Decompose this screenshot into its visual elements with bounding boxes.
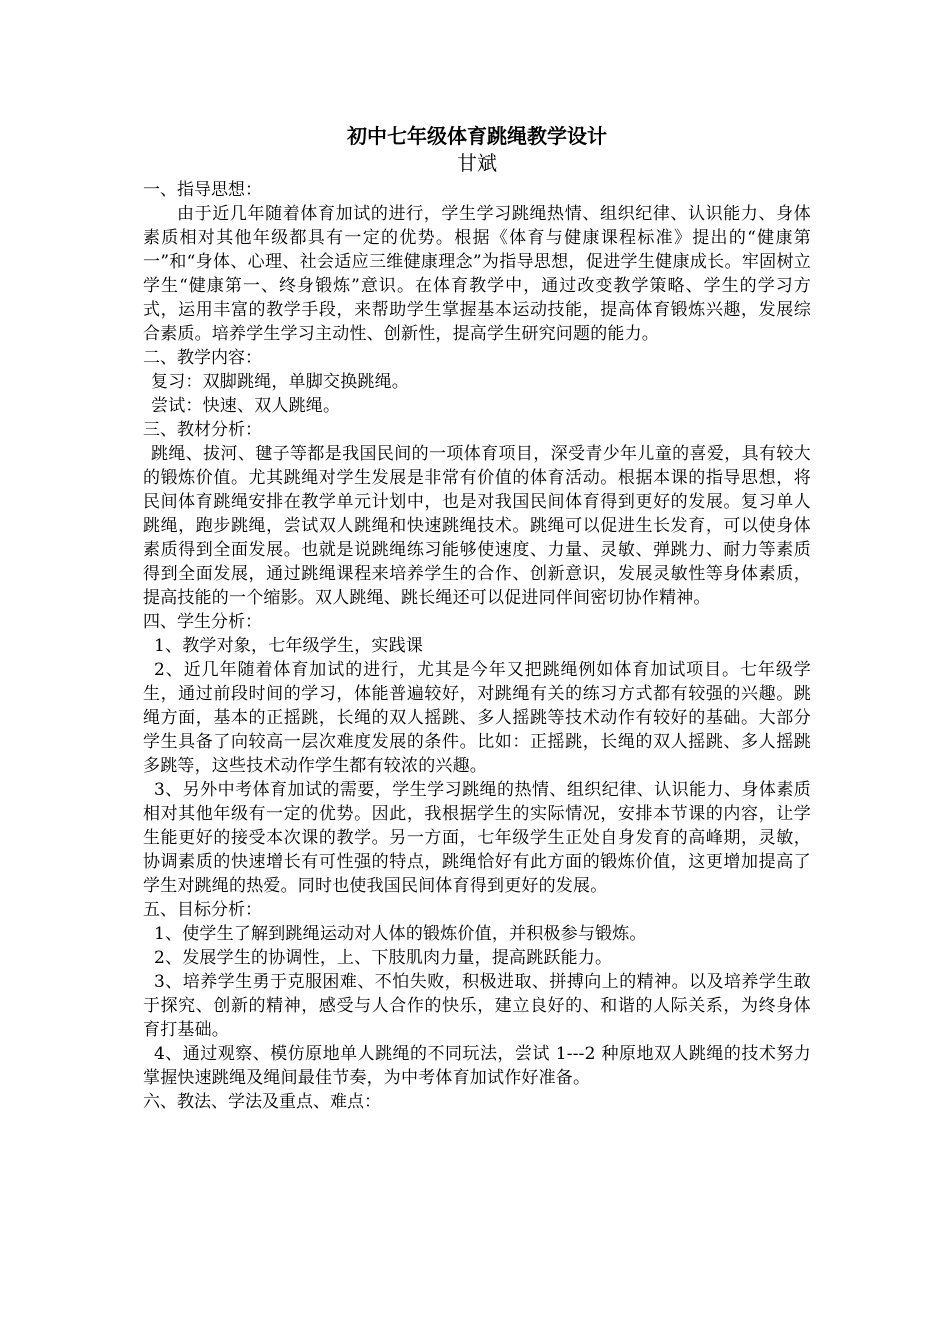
paragraph-goal-4: 4、通过观察、模仿原地单人跳绳的不同玩法，尝试 1---2 种原地双人跳绳的技术努力掌握快速跳绳及绳间最佳节奏，为中考体育加试作好准备。 [143, 1044, 811, 1088]
paragraph-review: 复习：双脚跳绳，单脚交换跳绳。 [151, 372, 409, 392]
paragraph-student-analysis-1: 1、教学对象，七年级学生，实践课 [154, 636, 424, 656]
section-heading-student-analysis: 四、学生分析： [143, 612, 262, 632]
paragraph-material-analysis: 跳绳、拔河、毽子等都是我国民间的一项体育项目，深受青少年儿童的喜爱，具有较大的锻炼价值。尤其跳绳对学生发展是非常有价值的体育活动。根据本课的指导思想，将民间体育跳绳安排在教学单元计划中，也是对我国民间体育得到更好的发展。复习单人跳绳，跑步跳绳，尝试双人跳绳和快速跳绳技术。跳绳可以促进生长发育，可以使身体素质得到全面发展。也就是说跳绳练习能够使速度、力量、灵敏、弹跳力、耐力等素质得到全面发展，通过跳绳课程来培养学生的合作、创新意识，发展灵敏性等身体素质，提高技能的一个缩影。双人跳绳、跳长绳还可以促进同伴间密切协作精神。 [143, 444, 811, 608]
section-heading-methods: 六、教法、学法及重点、难点： [143, 1092, 381, 1112]
paragraph-student-analysis-3: 3、另外中考体育加试的需要，学生学习跳绳的热情、组织纪律、认识能力、身体素质相对其他年级有一定的优势。因此，我根据学生的实际情况，安排本节课的内容，让学生能更好的接受本次课的教学。另一方面，七年级学生正处自身发育的高峰期，灵敏，协调素质的快速增长有可性强的特点，跳绳恰好有此方面的锻炼价值，这更增加提高了学生对跳绳的热爱。同时也使我国民间体育得到更好的发展。 [143, 780, 811, 896]
paragraph-goal-2: 2、发展学生的协调性，上、下肢肌肉力量，提高跳跃能力。 [154, 948, 613, 968]
section-heading-teaching-content: 二、教学内容： [143, 348, 262, 368]
document-title: 初中七年级体育跳绳教学设计 [347, 124, 607, 148]
section-heading-guiding-thought: 一、指导思想： [143, 180, 262, 200]
paragraph-student-analysis-2: 2、近几年随着体育加试的进行，尤其是今年又把跳绳例如体育加试项目。七年级学生，通过前段时间的学习，体能普遍较好，对跳绳有关的练习方式都有较强的兴趣。跳绳方面，基本的正摇跳，长绳的双人摇跳、多人摇跳等技术动作有较好的基础。大部分学生具备了向较高一层次难度发展的条件。比如：正摇跳，长绳的双人摇跳、多人摇跳多跳等，这些技术动作学生都有较浓的兴趣。 [143, 660, 811, 776]
section-heading-material-analysis: 三、教材分析： [143, 420, 262, 440]
section-heading-goal-analysis: 五、目标分析： [143, 900, 262, 920]
document-author: 甘斌 [457, 151, 497, 175]
document-page [143, 122, 811, 1114]
paragraph-goal-1: 1、使学生了解到跳绳运动对人体的锻炼价值，并积极参与锻炼。 [154, 924, 647, 944]
paragraph-attempt: 尝试：快速、双人跳绳。 [151, 396, 341, 416]
paragraph-guiding-thought: 由于近几年随着体育加试的进行，学生学习跳绳热情、组织纪律、认识能力、身体素质相对其他年级都具有一定的优势。根据《体育与健康课程标准》提出的“健康第一”和“身体、心理、社会适应三维健康理念”为指导思想，促进学生健康成长。牢固树立学生“健康第一、终身锻炼”意识。在体育教学中，通过改变教学策略、学生的学习方式，运用丰富的教学手段，来帮助学生掌握基本运动技能，提高体育锻炼兴趣，发展综合素质。培养学生学习主动性、创新性，提高学生研究问题的能力。 [143, 204, 811, 344]
paragraph-goal-3: 3、培养学生勇于克服困难、不怕失败，积极进取、拼搏向上的精神。以及培养学生敢于探究、创新的精神，感受与人合作的快乐，建立良好的、和谐的人际关系，为终身体育打基础。 [143, 972, 811, 1040]
